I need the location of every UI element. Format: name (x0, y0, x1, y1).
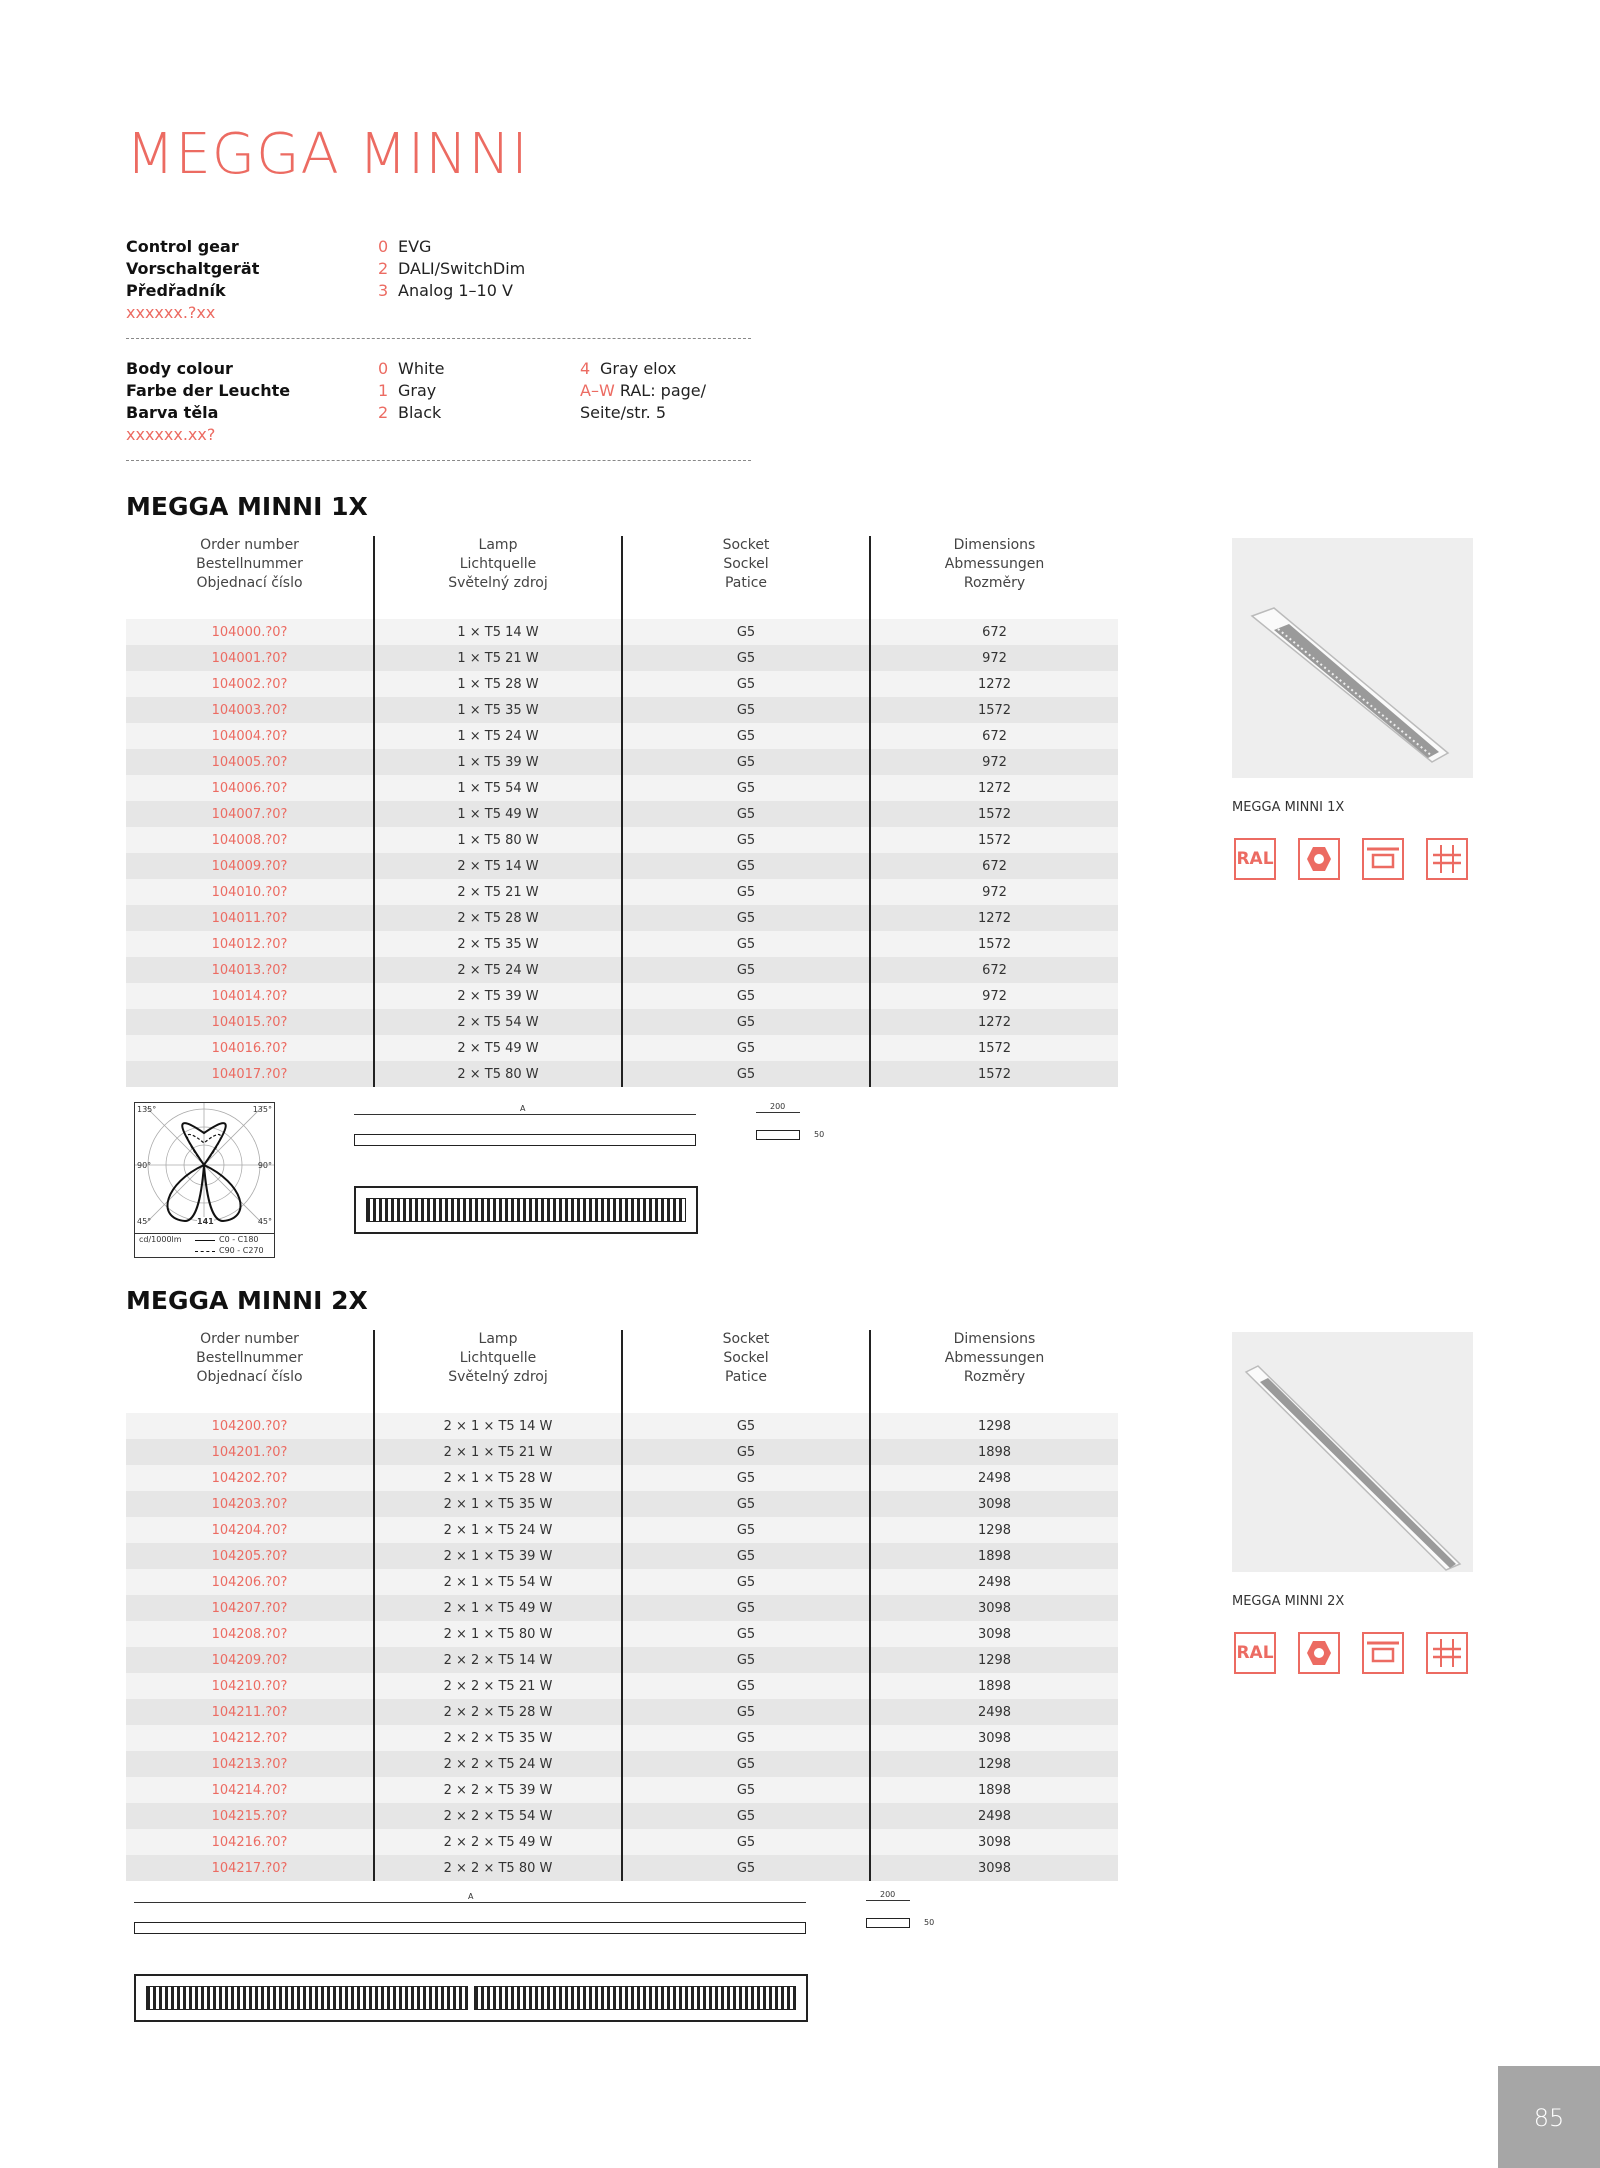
lamp-cell: 2 × T5 54 W (374, 1009, 622, 1035)
spec-table (126, 536, 1118, 1087)
lamp-cell: 2 × 2 × T5 14 W (374, 1647, 622, 1673)
lamp-cell: 2 × 1 × T5 14 W (374, 1413, 622, 1439)
socket-cell: G5 (622, 723, 870, 749)
dimension-cell: 1272 (870, 775, 1118, 801)
socket-cell: G5 (622, 853, 870, 879)
body-colour-label-cz: Barva těla (126, 403, 219, 422)
socket-cell: G5 (622, 1569, 870, 1595)
width-label: 200 (880, 1890, 896, 1899)
length-label: A (468, 1892, 474, 1901)
table-row (126, 1621, 1118, 1647)
socket-cell: G5 (622, 905, 870, 931)
order-number-cell: 104017.?0? (126, 1061, 374, 1087)
table-row (126, 1439, 1118, 1465)
order-number-cell: 104006.?0? (126, 775, 374, 801)
ral-icon: RAL (1234, 1632, 1276, 1674)
dimension-cell: 1572 (870, 697, 1118, 723)
cross-section-drawing (756, 1102, 826, 1142)
order-number-cell: 104009.?0? (126, 853, 374, 879)
lamp-cell: 2 × T5 39 W (374, 983, 622, 1009)
socket-cell: G5 (622, 827, 870, 853)
lamp-cell: 2 × 2 × T5 28 W (374, 1699, 622, 1725)
polar-unit: cd/1000lm (139, 1235, 182, 1244)
page-title: MEGGA MINNI (126, 122, 529, 187)
socket-cell: G5 (622, 1595, 870, 1621)
socket-cell: G5 (622, 697, 870, 723)
section-title: MEGGA MINNI 2X (126, 1286, 368, 1315)
dimension-cell: 1898 (870, 1439, 1118, 1465)
lamp-cell: 1 × T5 80 W (374, 827, 622, 853)
socket-cell: G5 (622, 749, 870, 775)
lamp-cell: 2 × T5 21 W (374, 879, 622, 905)
order-number-cell: 104015.?0? (126, 1009, 374, 1035)
order-number-cell: 104213.?0? (126, 1751, 374, 1777)
order-number-cell: 104210.?0? (126, 1673, 374, 1699)
socket-cell: G5 (622, 1413, 870, 1439)
dimension-cell: 972 (870, 983, 1118, 1009)
option-row: 1 Gray (378, 381, 437, 400)
lamp-cell: 2 × 2 × T5 80 W (374, 1855, 622, 1881)
table-row (126, 1491, 1118, 1517)
separator-row (126, 1399, 1118, 1413)
cross-section-drawing (866, 1890, 936, 1930)
angle-label: 90° (137, 1161, 152, 1170)
dimension-cell: 3098 (870, 1595, 1118, 1621)
body-colour-options (378, 358, 445, 424)
polar-value: 141 (197, 1217, 214, 1226)
column-header: Lamp Lichtquelle Světelný zdroj (374, 536, 622, 605)
dimension-cell: 3098 (870, 1621, 1118, 1647)
dimension-cell: 2498 (870, 1699, 1118, 1725)
table-row (126, 1803, 1118, 1829)
dimension-cell: 1898 (870, 1777, 1118, 1803)
dimension-cell: 1298 (870, 1413, 1118, 1439)
control-gear-code: xxxxxx.?xx (126, 303, 216, 322)
lamp-cell: 2 × 1 × T5 54 W (374, 1569, 622, 1595)
lamp-cell: 2 × 1 × T5 35 W (374, 1491, 622, 1517)
luminaire-image (1232, 538, 1473, 778)
order-number-cell: 104212.?0? (126, 1725, 374, 1751)
section-title: MEGGA MINNI 1X (126, 492, 368, 521)
lamp-cell: 2 × T5 49 W (374, 1035, 622, 1061)
option-row: 2 DALI/SwitchDim (378, 259, 526, 278)
socket-cell: G5 (622, 1777, 870, 1803)
table-row (126, 1569, 1118, 1595)
socket-cell: G5 (622, 1439, 870, 1465)
column-header: Lamp Lichtquelle Světelný zdroj (374, 1330, 622, 1399)
order-number-cell: 104002.?0? (126, 671, 374, 697)
order-number-cell: 104211.?0? (126, 1699, 374, 1725)
dimension-cell: 972 (870, 879, 1118, 905)
height-label: 50 (814, 1130, 825, 1139)
table-row (126, 671, 1118, 697)
dimension-cell: 1572 (870, 1035, 1118, 1061)
column-header: Socket Sockel Patice (622, 536, 870, 605)
order-number-cell: 104012.?0? (126, 931, 374, 957)
dimension-cell: 672 (870, 619, 1118, 645)
order-number-cell: 104014.?0? (126, 983, 374, 1009)
table-row (126, 1699, 1118, 1725)
separator-row (126, 605, 1118, 619)
control-gear-options (378, 236, 525, 302)
option-row: 2 Black (378, 403, 442, 422)
lamp-cell: 1 × T5 21 W (374, 645, 622, 671)
option-row: A–W RAL: page/ (580, 381, 707, 400)
socket-cell: G5 (622, 619, 870, 645)
socket-cell: G5 (622, 879, 870, 905)
spec-table (126, 1330, 1118, 1881)
photo-caption: MEGGA MINNI 2X (1232, 1594, 1345, 1609)
lamp-cell: 2 × 1 × T5 49 W (374, 1595, 622, 1621)
hexagon-icon (1298, 838, 1340, 880)
dimension-cell: 1298 (870, 1517, 1118, 1543)
table-row (126, 1465, 1118, 1491)
angle-label: 135° (137, 1105, 157, 1114)
legend-dashed: C90 - C270 (219, 1246, 264, 1255)
socket-cell: G5 (622, 957, 870, 983)
lamp-cell: 2 × 1 × T5 21 W (374, 1439, 622, 1465)
table-row (126, 1543, 1118, 1569)
order-number-cell: 104005.?0? (126, 749, 374, 775)
table-row (126, 1751, 1118, 1777)
order-number-cell: 104214.?0? (126, 1777, 374, 1803)
lamp-cell: 2 × 2 × T5 39 W (374, 1777, 622, 1803)
divider (126, 460, 751, 461)
option-row: 0 EVG (378, 237, 432, 256)
recessed-mount-icon (1362, 1632, 1404, 1674)
product-photo (1232, 538, 1473, 778)
dimension-cell: 672 (870, 957, 1118, 983)
dimension-cell: 1272 (870, 671, 1118, 697)
order-number-cell: 104216.?0? (126, 1829, 374, 1855)
socket-cell: G5 (622, 1751, 870, 1777)
body-colour-code: xxxxxx.xx? (126, 425, 216, 444)
angle-label: 45° (257, 1217, 272, 1226)
lamp-cell: 1 × T5 49 W (374, 801, 622, 827)
table-row (126, 645, 1118, 671)
socket-cell: G5 (622, 1699, 870, 1725)
order-number-cell: 104217.?0? (126, 1855, 374, 1881)
socket-cell: G5 (622, 1673, 870, 1699)
table-row (126, 1517, 1118, 1543)
photo-caption: MEGGA MINNI 1X (1232, 800, 1345, 815)
lamp-cell: 1 × T5 54 W (374, 775, 622, 801)
page-number-box (1498, 2066, 1600, 2168)
socket-cell: G5 (622, 1491, 870, 1517)
order-number-cell: 104215.?0? (126, 1803, 374, 1829)
lamp-cell: 1 × T5 14 W (374, 619, 622, 645)
lamp-cell: 2 × 1 × T5 80 W (374, 1621, 622, 1647)
socket-cell: G5 (622, 983, 870, 1009)
table-row (126, 827, 1118, 853)
order-number-cell: 104008.?0? (126, 827, 374, 853)
order-number-cell: 104001.?0? (126, 645, 374, 671)
socket-cell: G5 (622, 1725, 870, 1751)
order-number-cell: 104013.?0? (126, 957, 374, 983)
table-row (126, 775, 1118, 801)
dimension-cell: 2498 (870, 1569, 1118, 1595)
order-number-cell: 104010.?0? (126, 879, 374, 905)
height-label: 50 (924, 1918, 935, 1927)
lamp-cell: 2 × 1 × T5 24 W (374, 1517, 622, 1543)
socket-cell: G5 (622, 1543, 870, 1569)
dimension-cell: 1572 (870, 1061, 1118, 1087)
length-label: A (520, 1104, 526, 1113)
lamp-cell: 2 × T5 14 W (374, 853, 622, 879)
option-row: Seite/str. 5 (580, 403, 667, 422)
hexagon-icon (1298, 1632, 1340, 1674)
table-row (126, 1725, 1118, 1751)
order-number-cell: 104206.?0? (126, 1569, 374, 1595)
table-row (126, 1035, 1118, 1061)
socket-cell: G5 (622, 645, 870, 671)
order-number-cell: 104000.?0? (126, 619, 374, 645)
socket-cell: G5 (622, 1465, 870, 1491)
socket-cell: G5 (622, 801, 870, 827)
table-row (126, 957, 1118, 983)
body-colour-label-de: Farbe der Leuchte (126, 381, 291, 400)
dimension-cell: 3098 (870, 1491, 1118, 1517)
table-row (126, 1595, 1118, 1621)
table-row (126, 723, 1118, 749)
polar-diagram (134, 1102, 275, 1258)
lamp-cell: 2 × 2 × T5 35 W (374, 1725, 622, 1751)
dimension-cell: 972 (870, 645, 1118, 671)
socket-cell: G5 (622, 671, 870, 697)
lamp-cell: 2 × 2 × T5 54 W (374, 1803, 622, 1829)
dimension-cell: 972 (870, 749, 1118, 775)
socket-cell: G5 (622, 1035, 870, 1061)
dimension-cell: 1298 (870, 1647, 1118, 1673)
table-row (126, 1777, 1118, 1803)
socket-cell: G5 (622, 1517, 870, 1543)
socket-cell: G5 (622, 1803, 870, 1829)
suspended-mount-icon (1426, 838, 1468, 880)
divider (126, 338, 751, 339)
order-number-cell: 104205.?0? (126, 1543, 374, 1569)
table-row (126, 1647, 1118, 1673)
table-row (126, 853, 1118, 879)
lamp-cell: 2 × T5 24 W (374, 957, 622, 983)
dimension-cell: 672 (870, 723, 1118, 749)
table-row (126, 1009, 1118, 1035)
dimension-cell: 1898 (870, 1543, 1118, 1569)
lamp-cell: 2 × 2 × T5 24 W (374, 1751, 622, 1777)
table-row (126, 983, 1118, 1009)
order-number-cell: 104003.?0? (126, 697, 374, 723)
option-row: 3 Analog 1–10 V (378, 281, 513, 300)
suspended-mount-icon (1426, 1632, 1468, 1674)
option-row: 0 White (378, 359, 445, 378)
table-row (126, 697, 1118, 723)
socket-cell: G5 (622, 775, 870, 801)
order-number-cell: 104209.?0? (126, 1647, 374, 1673)
dimension-cell: 1298 (870, 1751, 1118, 1777)
order-number-cell: 104007.?0? (126, 801, 374, 827)
order-number-cell: 104202.?0? (126, 1465, 374, 1491)
table-row (126, 1061, 1118, 1087)
order-number-cell: 104011.?0? (126, 905, 374, 931)
width-label: 200 (770, 1102, 786, 1111)
socket-cell: G5 (622, 1621, 870, 1647)
table-row (126, 801, 1118, 827)
column-header: Order number Bestellnummer Objednací číslo (196, 537, 303, 591)
order-number-cell: 104004.?0? (126, 723, 374, 749)
column-header: Dimensions Abmessungen Rozměry (870, 536, 1118, 605)
legend-solid: C0 - C180 (219, 1235, 259, 1244)
table-row (126, 1855, 1118, 1881)
dimension-cell: 3098 (870, 1855, 1118, 1881)
table-row (126, 931, 1118, 957)
table-row (126, 749, 1118, 775)
dimension-drawing (134, 1892, 808, 2022)
lamp-cell: 2 × 2 × T5 21 W (374, 1673, 622, 1699)
table-row (126, 1673, 1118, 1699)
lamp-cell: 1 × T5 39 W (374, 749, 622, 775)
luminaire-image (1232, 1332, 1473, 1572)
dimension-drawing (354, 1104, 696, 1234)
order-number-cell: 104207.?0? (126, 1595, 374, 1621)
order-number-cell: 104204.?0? (126, 1517, 374, 1543)
lamp-cell: 1 × T5 24 W (374, 723, 622, 749)
table-row (126, 1829, 1118, 1855)
column-header: Order number Bestellnummer Objednací číslo (196, 1331, 303, 1385)
page-number: 85 (1533, 2104, 1565, 2132)
dimension-cell: 3098 (870, 1725, 1118, 1751)
socket-cell: G5 (622, 1855, 870, 1881)
column-header: Dimensions Abmessungen Rozměry (870, 1330, 1118, 1399)
lamp-cell: 1 × T5 35 W (374, 697, 622, 723)
socket-cell: G5 (622, 931, 870, 957)
table-row (126, 1413, 1118, 1439)
order-number-cell: 104200.?0? (126, 1413, 374, 1439)
lamp-cell: 2 × T5 35 W (374, 931, 622, 957)
dimension-cell: 2498 (870, 1465, 1118, 1491)
socket-cell: G5 (622, 1829, 870, 1855)
lamp-cell: 2 × T5 80 W (374, 1061, 622, 1087)
dimension-cell: 1572 (870, 827, 1118, 853)
lamp-cell: 2 × T5 28 W (374, 905, 622, 931)
table-row (126, 905, 1118, 931)
column-header: Socket Sockel Patice (622, 1330, 870, 1399)
option-row: 4 Gray elox (580, 359, 677, 378)
table-row (126, 619, 1118, 645)
lamp-cell: 2 × 2 × T5 49 W (374, 1829, 622, 1855)
socket-cell: G5 (622, 1061, 870, 1087)
control-gear-label-cz: Předřadník (126, 281, 226, 300)
dimension-cell: 672 (870, 853, 1118, 879)
dimension-cell: 2498 (870, 1803, 1118, 1829)
recessed-mount-icon (1362, 838, 1404, 880)
dimension-cell: 1272 (870, 1009, 1118, 1035)
body-colour-label-en: Body colour (126, 359, 233, 378)
angle-label: 45° (137, 1217, 152, 1226)
control-gear-label-en: Control gear (126, 237, 239, 256)
table-row (126, 879, 1118, 905)
ral-icon: RAL (1234, 838, 1276, 880)
control-gear-labels (126, 236, 259, 324)
angle-label: 135° (252, 1105, 272, 1114)
lamp-cell: 2 × 1 × T5 28 W (374, 1465, 622, 1491)
body-colour-options-2 (580, 358, 706, 424)
order-number-cell: 104203.?0? (126, 1491, 374, 1517)
product-photo (1232, 1332, 1473, 1572)
dimension-cell: 1272 (870, 905, 1118, 931)
control-gear-label-de: Vorschaltgerät (126, 259, 260, 278)
lamp-cell: 1 × T5 28 W (374, 671, 622, 697)
order-number-cell: 104201.?0? (126, 1439, 374, 1465)
dimension-cell: 1898 (870, 1673, 1118, 1699)
lamp-cell: 2 × 1 × T5 39 W (374, 1543, 622, 1569)
socket-cell: G5 (622, 1647, 870, 1673)
body-colour-labels (126, 358, 290, 446)
angle-label: 90° (257, 1161, 272, 1170)
socket-cell: G5 (622, 1009, 870, 1035)
dimension-cell: 1572 (870, 931, 1118, 957)
dimension-cell: 3098 (870, 1829, 1118, 1855)
dimension-cell: 1572 (870, 801, 1118, 827)
order-number-cell: 104016.?0? (126, 1035, 374, 1061)
order-number-cell: 104208.?0? (126, 1621, 374, 1647)
